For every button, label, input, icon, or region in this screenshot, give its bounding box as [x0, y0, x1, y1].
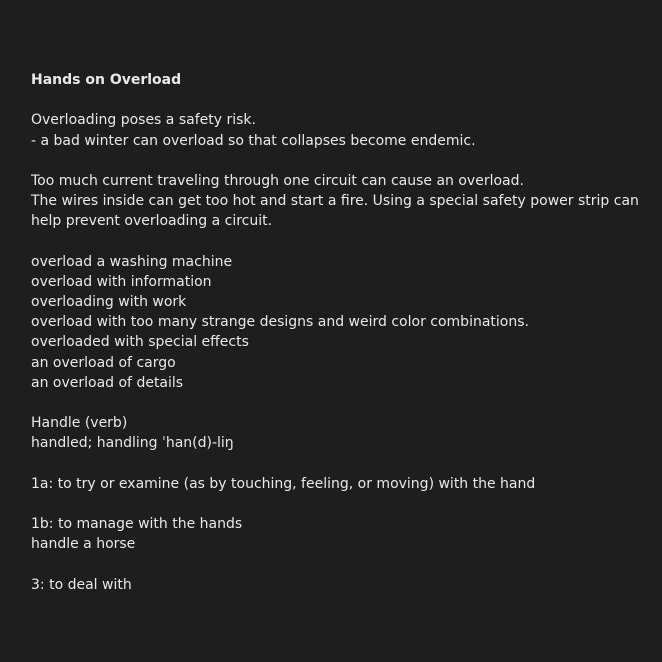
- spacer: [31, 90, 641, 110]
- example-line: overloading with work: [31, 294, 187, 311]
- spacer: [31, 393, 641, 413]
- spacer: [31, 494, 641, 514]
- spacer: [31, 555, 641, 575]
- text-line: 1a: to try or examine (as by touching, feeling, or moving) with the hand: [31, 475, 536, 492]
- text-line: Too much current traveling through one circuit can cause an overload.: [31, 172, 524, 189]
- text-line: handle a horse: [31, 536, 136, 553]
- spacer: [31, 454, 641, 474]
- text-line: The wires inside can get too hot and start a fire. Using a special safety power strip can: [31, 193, 639, 210]
- text-line: Handle (verb): [31, 415, 128, 432]
- definition-3: [31, 575, 641, 595]
- example-line: an overload of cargo: [31, 354, 176, 371]
- example-line: overloaded with special effects: [31, 334, 249, 351]
- definition-1a: [31, 474, 641, 494]
- text-line: 3: to deal with: [31, 576, 132, 593]
- example-line: an overload of details: [31, 374, 184, 391]
- document-body: [31, 70, 641, 595]
- paragraph-handle-verb: [31, 413, 641, 453]
- spacer: [31, 151, 641, 171]
- paragraph-safety: [31, 110, 641, 150]
- paragraph-circuit: [31, 171, 641, 232]
- text-line: 1b: to manage with the hands: [31, 516, 243, 533]
- document-title: Hands on Overload: [31, 72, 182, 88]
- paragraph-examples: [31, 252, 641, 393]
- text-line: handled; handling ˈhan(d)-liŋ: [31, 435, 234, 452]
- example-line: overload a washing machine: [31, 253, 233, 270]
- definition-1b: [31, 514, 641, 554]
- text-line: - a bad winter can overload so that collapses become endemic.: [31, 132, 476, 149]
- example-line: overload with information: [31, 273, 212, 290]
- text-line: Overloading poses a safety risk.: [31, 112, 256, 129]
- spacer: [31, 232, 641, 252]
- example-line: overload with too many strange designs and weird color combinations.: [31, 314, 529, 331]
- text-line: help prevent overloading a circuit.: [31, 213, 273, 230]
